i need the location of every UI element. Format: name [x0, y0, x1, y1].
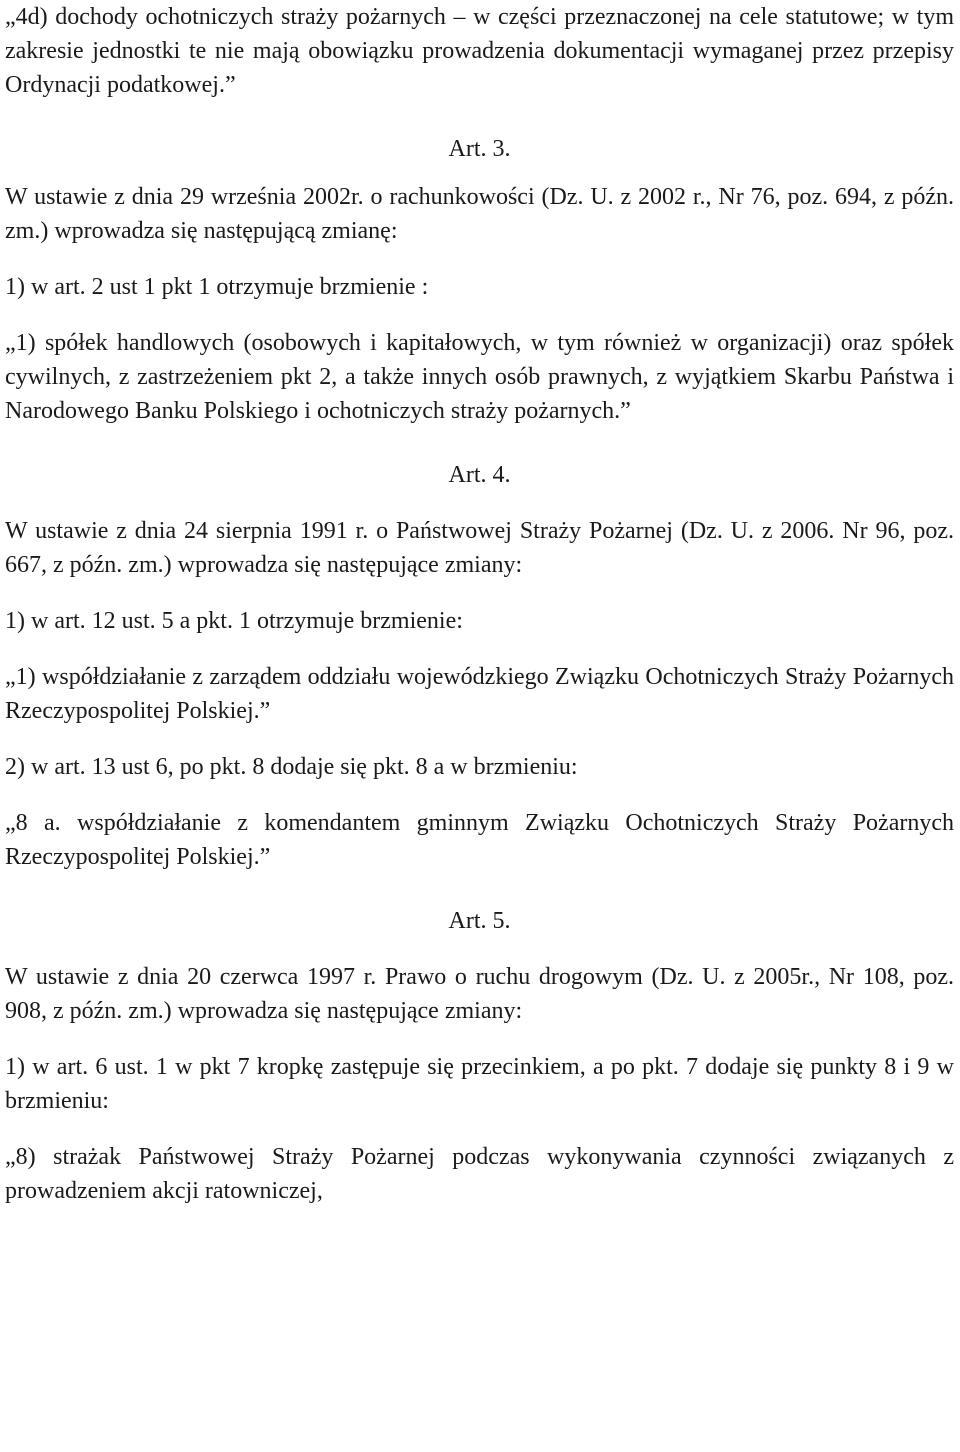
- article-5-heading: Art. 5.: [448, 908, 511, 934]
- article-5-quote: „8) strażak Państwowej Straży Pożarnej podczas wykonywania czynności związanych z prowadzeniem akcji ratowniczej,: [5, 1144, 954, 1204]
- article-3-quote: „1) spółek handlowych (osobowych i kapitałowych, w tym również w organizacji) oraz spółek cywilnych, z zastrzeżeniem pkt 2, a także innych osób prawnych, z wyjątkiem Skarbu Państwa i Narodowego Banku Polskiego i ochotniczych straży pożarnych.”: [5, 330, 954, 424]
- article-4-point-1: 1) w art. 12 ust. 5 a pkt. 1 otrzymuje brzmienie:: [5, 608, 463, 634]
- article-4-heading: Art. 4.: [448, 462, 511, 488]
- article-4-quote-2: „8 a. współdziałanie z komendantem gminnym Związku Ochotniczych Straży Pożarnych Rzeczypospolitej Polskiej.”: [5, 810, 954, 870]
- article-3-point-1: 1) w art. 2 ust 1 pkt 1 otrzymuje brzmienie :: [5, 274, 429, 300]
- article-3-intro: W ustawie z dnia 29 września 2002r. o rachunkowości (Dz. U. z 2002 r., Nr 76, poz. 694, z późn. zm.) wprowadza się następującą zmianę:: [5, 184, 954, 244]
- article-4-quote-1: „1) współdziałanie z zarządem oddziału wojewódzkiego Związku Ochotniczych Straży Pożarnych Rzeczypospolitej Polskiej.”: [5, 664, 954, 724]
- paragraph-4d: „4d) dochody ochotniczych straży pożarnych – w części przeznaczonej na cele statutowe; w tym zakresie jednostki te nie mają obowiązku prowadzenia dokumentacji wymaganej przez przepisy Ordynacji podatkowej.”: [5, 4, 954, 98]
- article-5-point-1: 1) w art. 6 ust. 1 w pkt 7 kropkę zastępuje się przecinkiem, a po pkt. 7 dodaje się punkty 8 i 9 w brzmieniu:: [5, 1054, 954, 1114]
- article-5-intro: W ustawie z dnia 20 czerwca 1997 r. Prawo o ruchu drogowym (Dz. U. z 2005r., Nr 108, poz. 908, z późn. zm.) wprowadza się następujące zmiany:: [5, 964, 954, 1024]
- article-3-heading: Art. 3.: [448, 136, 511, 162]
- article-4-point-2: 2) w art. 13 ust 6, po pkt. 8 dodaje się pkt. 8 a w brzmieniu:: [5, 754, 578, 780]
- article-4-intro: W ustawie z dnia 24 sierpnia 1991 r. o Państwowej Straży Pożarnej (Dz. U. z 2006. Nr 96, poz. 667, z późn. zm.) wprowadza się następujące zmiany:: [5, 518, 954, 578]
